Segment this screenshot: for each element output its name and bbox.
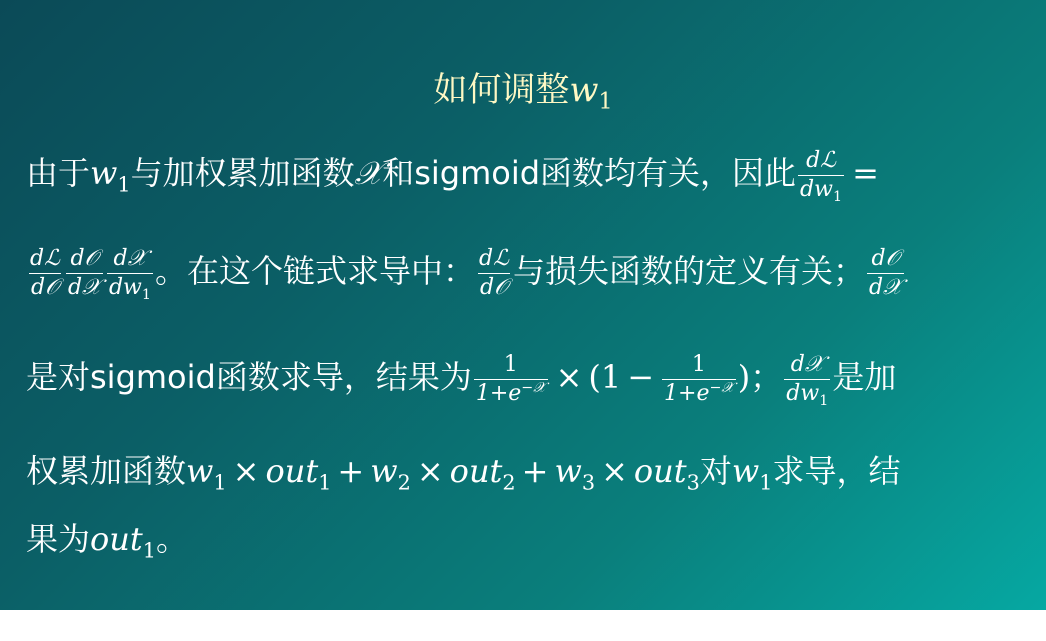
fraction-dX-dw1-2: $\frac{\text{d𝒳}}{dw_1}$: [786, 352, 829, 409]
paragraph-line-2: $\frac{\text{dℒ}}{\text{d𝒪}}$ $\frac{\text{d𝒪}}{\text{d𝒳}}$ $\frac{\text{d𝒳}}{dw_1}$ 。在这个链式求导中： $\frac{\text{dℒ}}{\text{d𝒪}}$ 与损失函数的定义有关； $\frac{\text{d𝒪}}{\text{d𝒳}}$: [30, 246, 902, 303]
slide-title: [0, 62, 1046, 115]
fraction-dL-dw1: $\frac{\text{dℒ}}{dw_1}$: [800, 148, 843, 205]
fraction-dL-dO-2: $\frac{\text{dℒ}}{\text{d𝒪}}$: [479, 246, 509, 300]
fraction-dX-dw1: $\frac{\text{d𝒳}}{dw_1}$: [108, 246, 151, 303]
paragraph-line-4: 权累加函数$w_1 \times out_1 + w_2 \times out_2 + w_3 \times out_3$对$w_1$求导，结: [26, 452, 901, 495]
title-var: $w_1$: [569, 70, 613, 115]
var-w1: $w_1$: [90, 154, 131, 197]
fraction-dO-dX-2: $\frac{\text{d𝒪}}{\text{d𝒳}}$: [868, 246, 902, 300]
fraction-dL-dO: $\frac{\text{dℒ}}{\text{d𝒪}}$: [30, 246, 60, 300]
fraction-sigmoid-2: $\frac{1}{1+e^{-𝒳}}$: [664, 352, 734, 406]
fraction-sigmoid: $\frac{1}{1+e^{-𝒳}}$: [475, 352, 546, 406]
var-X: 𝒳: [354, 154, 383, 192]
title-text: 如何调整: [433, 70, 570, 110]
paragraph-line-5: 果为out$_1$。: [26, 520, 188, 563]
paragraph-line-3: 是对sigmoid函数求导，结果为 $\frac{1}{1+e^{-𝒳}}$ × (1 − $\frac{1}{1+e^{-𝒳}}$ )； $\frac{\text{d𝒳}}{dw_1}$ 是加: [26, 352, 897, 409]
paragraph-line-1: 由于$w_1$与加权累加函数𝒳和sigmoid函数均有关，因此 $\frac{\text{dℒ}}{dw_1}$ =: [26, 148, 879, 205]
fraction-dO-dX: $\frac{\text{d𝒪}}{\text{d𝒳}}$: [67, 246, 101, 300]
equals-sign: =: [852, 154, 879, 192]
